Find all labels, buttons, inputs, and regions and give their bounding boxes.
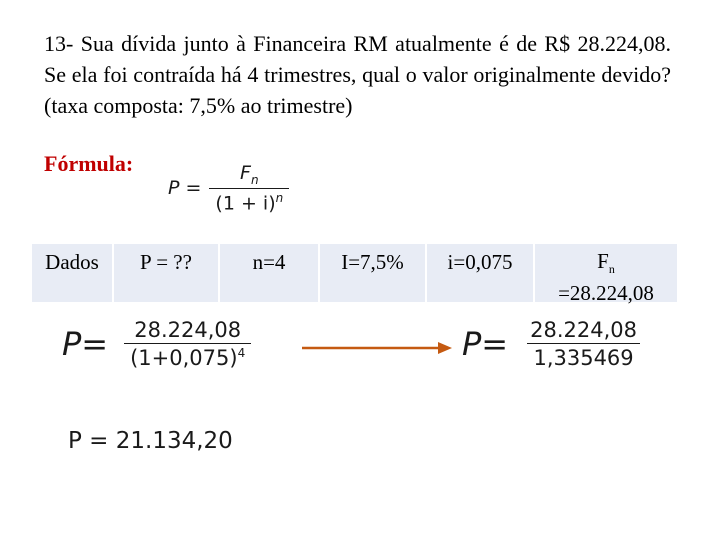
equation-step-1 bbox=[62, 318, 251, 370]
formula-denominator-base: (1 + i) bbox=[215, 192, 276, 215]
step2-lhs: P= bbox=[462, 325, 509, 363]
dados-n: n=4 bbox=[252, 250, 286, 274]
step1-lhs: P= bbox=[62, 325, 109, 363]
dados-I-cell bbox=[320, 244, 427, 302]
step2-denominator: 1,335469 bbox=[527, 343, 639, 370]
step1-fraction bbox=[124, 318, 251, 370]
step2-numerator: 28.224,08 bbox=[530, 318, 637, 342]
equation-step-2 bbox=[462, 318, 643, 370]
step1-denominator bbox=[124, 343, 251, 370]
formula-numerator-base: F bbox=[240, 162, 251, 184]
dados-fn-sub: n bbox=[608, 262, 615, 277]
step2-fraction bbox=[524, 318, 643, 370]
formula-denominator bbox=[209, 188, 289, 214]
formula-label: Fórmula: bbox=[44, 151, 134, 176]
dados-label-cell bbox=[32, 244, 114, 302]
dados-I: I=7,5% bbox=[341, 250, 404, 274]
dados-fn-cell bbox=[535, 244, 677, 306]
formula-numerator bbox=[234, 162, 265, 188]
dados-fn-value: =28.224,08 bbox=[558, 281, 654, 306]
formula-denominator-sup: n bbox=[275, 190, 284, 205]
dados-fn-symbol bbox=[535, 250, 677, 280]
formula-general bbox=[168, 162, 289, 214]
dados-n-cell bbox=[220, 244, 320, 302]
dados-table bbox=[32, 244, 677, 306]
result-equation: P = 21.134,20 bbox=[68, 428, 233, 454]
formula-numerator-sub: n bbox=[250, 172, 259, 187]
question-text: 13- Sua dívida junto à Financeira RM atualmente é de R$ 28.224,08. Se ela foi contraída há 4 trimestres, qual o valor originalmente devido? (taxa composta: 7,5% ao trimestre) bbox=[44, 31, 671, 118]
formula-lhs: P = bbox=[168, 177, 202, 200]
dados-i-cell bbox=[427, 244, 535, 302]
dados-label: Dados bbox=[45, 250, 99, 274]
step1-exponent: 4 bbox=[237, 346, 246, 360]
dados-i: i=0,075 bbox=[447, 250, 513, 274]
right-arrow-icon bbox=[302, 339, 452, 357]
formula-fraction bbox=[209, 162, 289, 214]
dados-p: P = ?? bbox=[140, 250, 192, 274]
dados-p-cell bbox=[114, 244, 220, 302]
dados-fn-letter: F bbox=[597, 249, 609, 273]
step1-numerator: 28.224,08 bbox=[134, 318, 242, 342]
step1-denominator-base: (1+0,075) bbox=[130, 346, 238, 370]
